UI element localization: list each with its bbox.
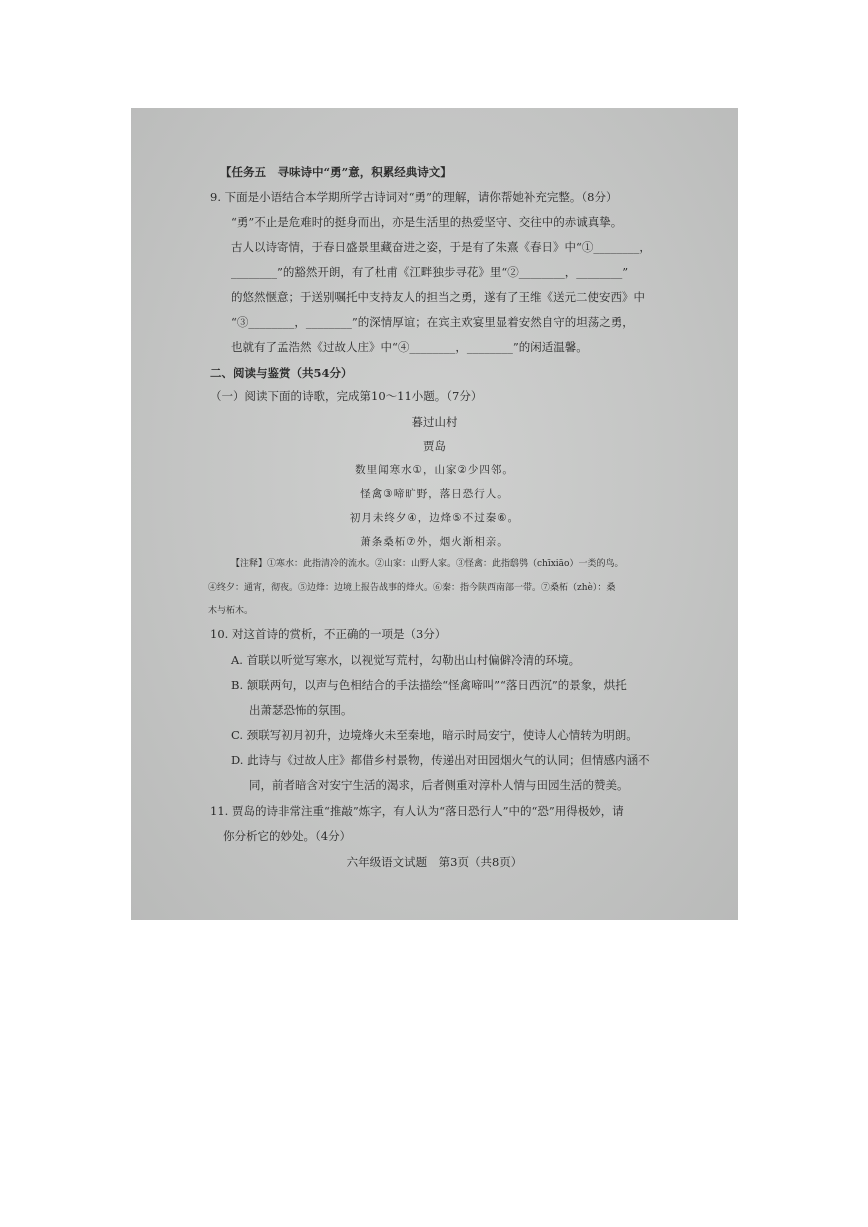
page-footer: 六年级语文试题 第3页（共8页） <box>346 855 523 869</box>
question-10-option-continued: 同，前者暗含对安宁生活的渴求，后者侧重对淳朴人情与田园生活的赞美。 <box>249 778 629 792</box>
question-9-line: 也就有了孟浩然《过故人庄》中“④________，________”的闲适温馨。 <box>231 340 588 354</box>
question-9-line: “③________，________”的深情厚谊；在宾主欢宴里显着安然自守的坦荡之勇， <box>231 315 634 329</box>
question-10-option: B. 颔联两句，以声与色相结合的手法描绘“怪禽啼叫”“落日西沉”的景象，烘托 <box>231 678 627 692</box>
question-10-option: A. 首联以听觉写寒水，以视觉写荒村，勾勒出山村偏僻冷清的环境。 <box>231 653 581 667</box>
poem-note: 木与柘木。 <box>208 606 254 616</box>
part-heading: （一）阅读下面的诗歌，完成第10～11小题。（7分） <box>210 389 483 403</box>
question-11-stem: 11. 贾岛的诗非常注重“推敲”炼字，有人认为“落日恐行人”中的“恐”用得极妙，请 <box>210 804 624 818</box>
poem-note: 【注释】①寒水：此指清冷的流水。②山家：山野人家。③怪禽：此指鸱鸮（chīxiāo）一类的鸟。 <box>231 559 624 569</box>
question-11-stem-continued: 你分析它的妙处。（4分） <box>223 829 352 843</box>
task-header: 【任务五 寻味诗中“勇”意，积累经典诗文】 <box>220 165 452 179</box>
poem-title: 暮过山村 <box>411 415 458 429</box>
question-9-line: ________”的豁然开朗，有了杜甫《江畔独步寻花》里“②________，________” <box>231 265 629 279</box>
section-heading: 二、阅读与鉴赏（共54分） <box>210 366 353 380</box>
poem-line: 数里闻寒水①，山家②少四邻。 <box>355 464 514 476</box>
question-9-line: “勇”不止是危难时的挺身而出，亦是生活里的热爱坚守、交往中的赤诚真挚。 <box>231 215 623 229</box>
poem-line: 初月未终夕④，边烽⑤不过秦⑥。 <box>349 512 520 524</box>
question-10-option-continued: 出萧瑟恐怖的氛围。 <box>249 703 353 717</box>
poem-line: 怪禽③啼旷野，落日恐行人。 <box>360 488 509 500</box>
question-10-stem: 10. 对这首诗的赏析，不正确的一项是（3分） <box>210 627 447 641</box>
question-9-line: 古人以诗寄情，于春日盛景里藏奋进之姿，于是有了朱熹《春日》中“①________， <box>231 240 651 254</box>
question-9-line: 的悠然惬意；于送别嘱托中支持友人的担当之勇，遂有了王维《送元二使安西》中 <box>231 290 645 304</box>
poem-line: 萧条桑柘⑦外，烟火渐相亲。 <box>360 536 509 548</box>
question-10-option: C. 颈联写初月初升，边境烽火未至秦地，暗示时局安宁，使诗人心情转为明朗。 <box>231 728 638 742</box>
question-10-option: D. 此诗与《过故人庄》都借乡村景物，传递出对田园烟火气的认同；但情感内涵不 <box>231 753 650 767</box>
poem-note: ④终夕：通宵，彻夜。⑤边烽：边境上报告战事的烽火。⑥秦：指今陕西南部一带。⑦桑柘（zhè）：桑 <box>208 583 616 593</box>
question-9-stem: 9. 下面是小语结合本学期所学古诗词对“勇”的理解，请你帮她补充完整。（8分） <box>210 190 618 204</box>
scanned-exam-page <box>131 108 738 920</box>
poem-author: 贾岛 <box>423 439 446 453</box>
